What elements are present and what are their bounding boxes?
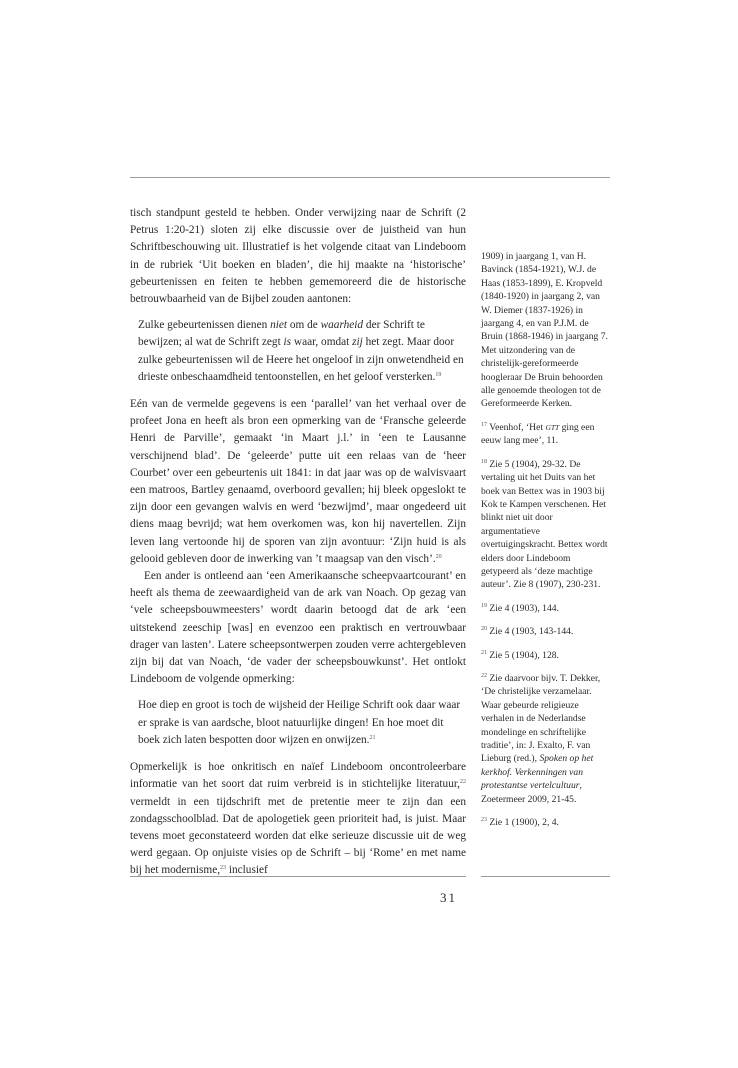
paragraph-text: Opmerkelijk is hoe onkritisch en naïef Lindeboom oncontroleerbare informatie van het soort dat ruim verbreid is in stichtelijke literatuur, (130, 761, 466, 791)
footnote-number: 21 (481, 649, 487, 656)
footnote-text: Zie 1 (1900), 2, 4. (487, 817, 559, 829)
footnote-21 (481, 649, 609, 662)
footnote-text: Zie 5 (1904), 29-32. De vertaling uit het Duits van het boek van Bettex was in 1903 bij Kok te Kampen verschenen. Het blinkt niet uit door argumentatieve overtuigingskracht. Bettex wordt elders door Lindeboom getypeerd als ‘deze machtige auteur’. Zie 8 (1907), 230-231. (481, 458, 608, 591)
quote-text: Hoe diep en groot is toch de wijsheid der Heilige Schrift ook daar waar er sprake is van aardsche, bloot natuurlijke dingen! En hoe moet dit boek zich laten bespotten door wijzen en onwijzen. (138, 699, 461, 746)
footnote-text: Zie 4 (1903, 143-144. (487, 626, 574, 638)
bottom-rule-main (130, 876, 466, 877)
quote-text: Zulke gebeurtenissen dienen (138, 319, 271, 332)
footnote-text: Zie daarvoor bijv. T. Dekker, ‘De christelijke verzamelaar. Waar gebeurde religieuze verhalen in de Nederlandse mondelinge en schriftelijke traditie’, in: J. Exalto, F. van Lieburg (red.), (481, 672, 601, 765)
emphasis: zij (352, 336, 363, 349)
emphasis: niet (270, 319, 288, 332)
footnote-ref: 20 (435, 553, 442, 560)
footnote-text: Zie 4 (1903), 144. (487, 602, 559, 614)
footnote-22 (481, 672, 609, 806)
top-rule (130, 177, 610, 178)
footnote-ref: 23 (220, 865, 227, 872)
block-quote (138, 317, 466, 386)
footnote-number: 20 (481, 626, 487, 633)
bottom-rule-notes (481, 876, 610, 877)
paragraph: Een ander is ontleend aan ‘een Amerikaansche scheepvaartcourant’ en heeft als thema de zeewaardigheid van de ark van Noach. Op gezag van ‘vele scheepsbouwmeesters’ wordt daarin betoogd dat de ark ‘een uitstekend zeeschip [was] en evenzoo een praktisch en vertrouwbaar drager van lasten’. Latere scheepsontwerpen zouden verre achtergebleven zijn bij dat van Noach, ‘de vader der scheepsbouwkunst’. Het ontlokt Lindeboom de volgende opmerking: (130, 570, 466, 686)
footnote-23 (481, 816, 609, 829)
page-number: 31 (440, 890, 457, 905)
paragraph (130, 759, 466, 879)
footnote-ref: 19 (435, 371, 442, 378)
small-caps: GTT (545, 422, 560, 432)
footnote-number: 23 (481, 817, 487, 824)
footnote-17 (481, 421, 609, 448)
footnote-number: 18 (481, 458, 487, 465)
paragraph-text: vermeldt in een tijdschrift met de pretentie meer te zijn dan een zondagsschoolblad. Dat de apologetiek geen prioriteit had, is juist. Maar tevens moet geconstateerd worden dat elke serieuze discussie uit de weg werd gegaan. Op onjuiste visies op de Schrift – bij ‘Rome’ en met name bij het modernisme, (130, 795, 466, 877)
paragraph-text: inclusief (226, 864, 268, 877)
footnotes-column (481, 250, 609, 839)
paragraph: tisch standpunt gesteld te hebben. Onder verwijzing naar de Schrift (2 Petrus 1:20-21) sloten zij elke discussie over de juistheid van hun Schriftbeschouwing uit. Illustratief is het volgende citaat van Lindeboom in de rubriek ‘Uit boeken en bladen’, die hij maakte na ‘historische’ gebeurtenissen en feiten te hebben gememoreerd die de historische betrouwbaarheid van de Bijbel zouden aantonen: (130, 207, 466, 306)
footnote-number: 19 (481, 602, 487, 609)
block-quote (138, 697, 466, 749)
footnote-continuation: 1909) in jaargang 1, van H. Bavinck (1854-1921), W.J. de Haas (1853-1899), E. Kropveld (1840-1920) in jaargang 2, van W. Diemer (1837-1926) in jaargang 4, en van P.J.M. de Bruin (1868-1946) in jaargang 7. Met uitzondering van de christelijk-gereformeerde hoogleraar De Bruin behoorden alle genoemde theologen tot de Gereformeerde Kerken. (481, 251, 608, 410)
quote-text: der Schrift te bewijzen; al wat de Schrift zegt (138, 319, 425, 349)
main-text (130, 205, 466, 880)
footnote-20 (481, 625, 609, 638)
paragraph (130, 396, 466, 568)
quote-text: het zegt. Maar door zulke gebeurtenissen wil de Heere het ongeloof in zijn onwetendheid en drieste onbeschaamdheid tentoonstellen, en het geloof versterken. (138, 336, 464, 383)
footnote-number: 22 (481, 672, 487, 679)
quote-text: om de (287, 319, 321, 332)
footnote-18 (481, 458, 609, 592)
emphasis: is (283, 336, 292, 349)
footnote-text: ging een eeuw lang mee’, 11. (481, 421, 595, 447)
footnote-19 (481, 602, 609, 615)
footnote-text: Zie 5 (1904), 128. (487, 649, 559, 661)
emphasis: waarheid (320, 319, 364, 332)
book-title: Spoken op het kerkhof. Verkenningen van protestantse vertelcultuur (481, 753, 594, 792)
footnote-number: 17 (481, 421, 487, 428)
footnote-ref: 22 (460, 779, 466, 786)
footnote-ref: 21 (369, 734, 376, 741)
quote-text: waar, omdat (291, 336, 353, 349)
footnote-text: , Zoetermeer 2009, 21-45. (481, 780, 582, 805)
footnote-text: Veenhof, ‘Het (487, 421, 546, 433)
paragraph-text: Eén van de vermelde gegevens is een ‘parallel’ van het verhaal over de profeet Jona en heeft als bron een opmerking van de ‘Fransche geleerde Henri de Parville’, gemaakt ‘in Maart j.l.’ in ‘een te Lausanne verschijnend blad’. De ‘geleerde’ putte uit een relaas van de ‘heer Courbet’ over een gebeurtenis uit 1841: in dat jaar was op de walvisvaart een matroos, Bartley genaamd, overboord gevallen; hij bleek opgeslokt te zijn door een gevangen walvis en werd ‘bezwijmd’, maar ongedeerd uit diens maag bevrijd; wat hem overkomen was, kon hij navertellen. Zijn leven lang vertoonde hij de sporen van zijn avontuur: ‘Zijn huid is als gelooid gebleven door de inwerking van ’t maagsap van den visch’. (130, 398, 466, 565)
